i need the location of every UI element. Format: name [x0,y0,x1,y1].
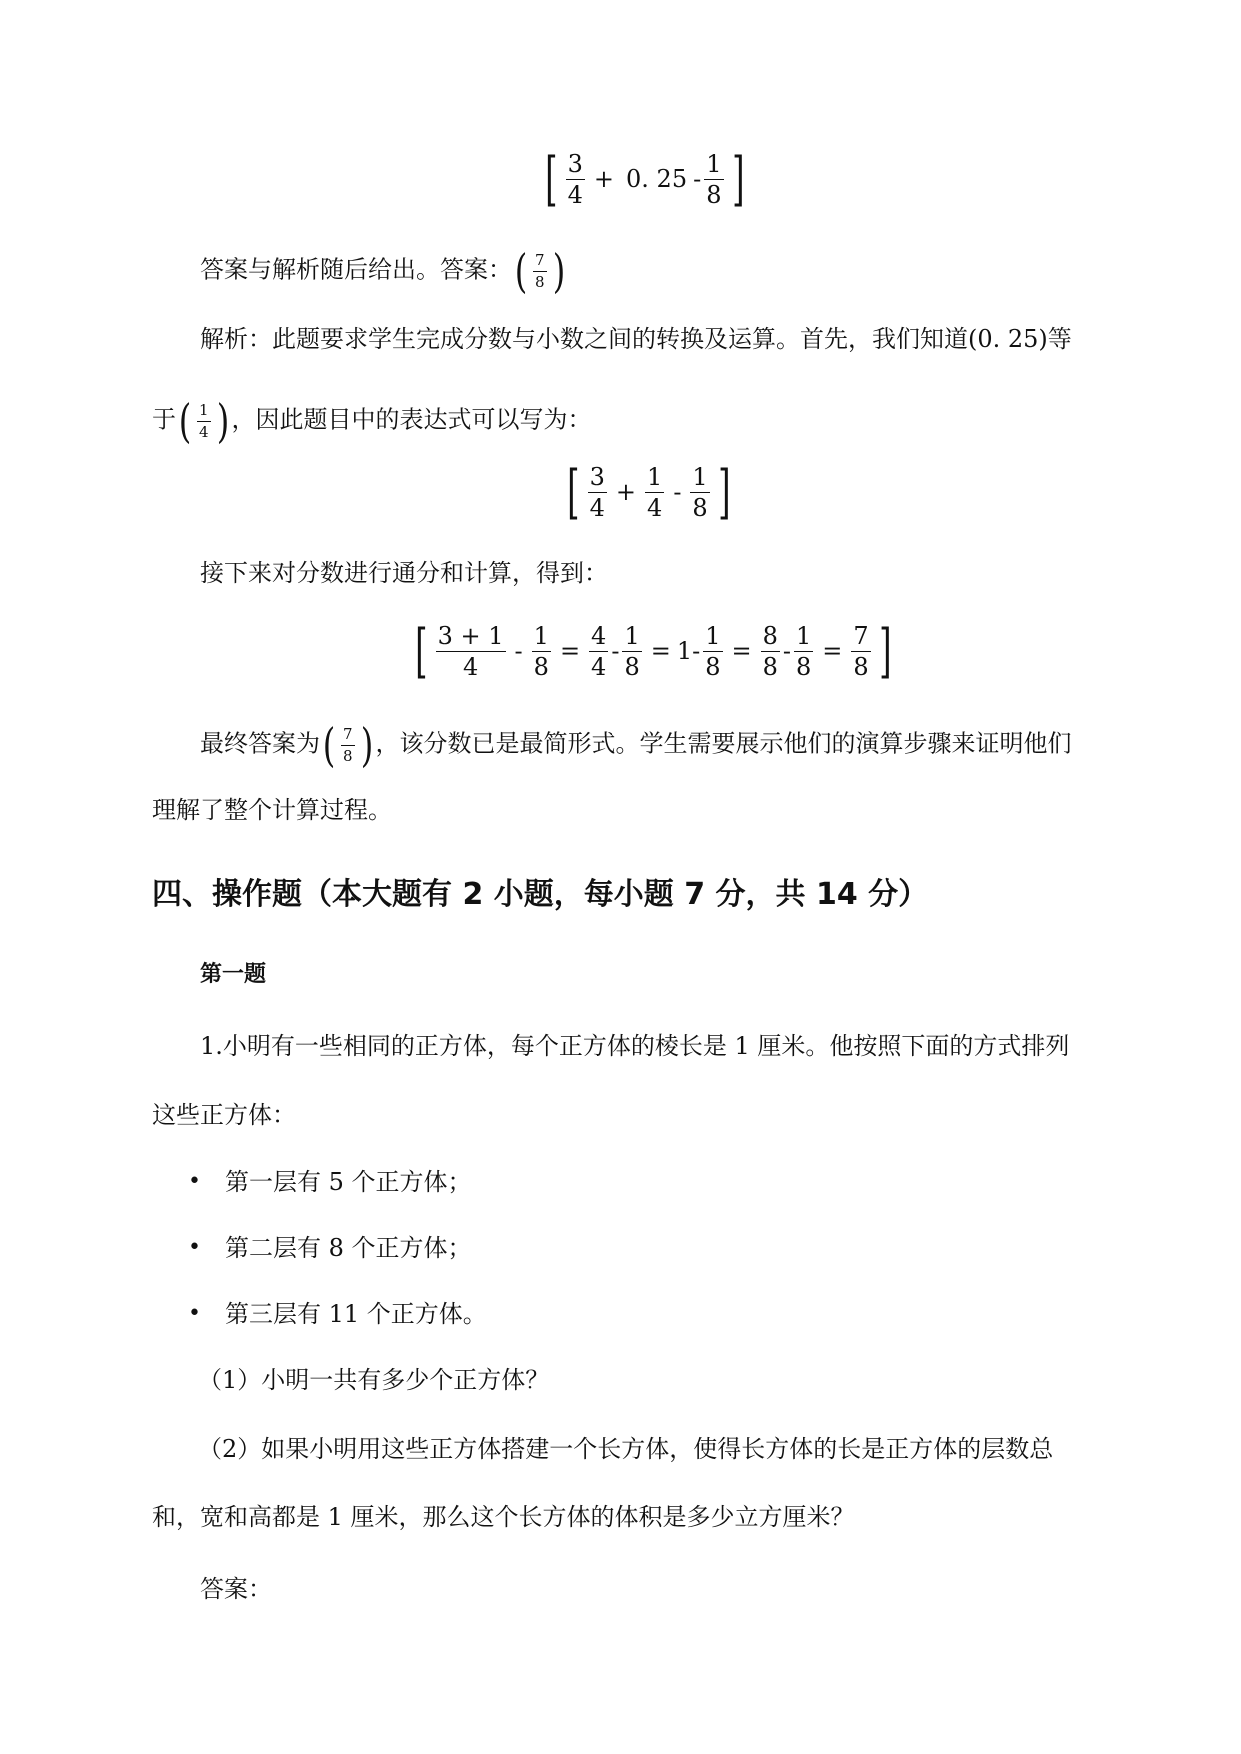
fraction [690,462,709,522]
fraction [704,149,723,209]
numerator: 1 [796,621,812,650]
list-item: 第二层有 8 个正方体； [225,1234,472,1262]
sub-question-2-line-1: （2）如果小明用这些正方体搭建一个长方体，使得长方体的长是正方体的层数总 [198,1435,1054,1463]
answer-line [200,244,567,298]
denominator: 8 [534,272,545,291]
expression-3 [410,617,896,685]
answer-label: 答案： [200,1575,272,1603]
numerator: 8 [762,621,778,650]
fraction [645,462,664,522]
numerator: 7 [853,621,869,650]
denominator: 8 [706,180,722,209]
fraction [588,462,607,522]
list-item: 第一层有 5 个正方体； [225,1168,472,1196]
left-bracket: [ [567,458,580,526]
analysis-text: 解析：此题要求学生完成分数与小数之间的转换及运算。首先，我们知道 [200,325,968,353]
whole-number: 1- [676,637,701,665]
left-bracket: [ [545,145,558,213]
operator: + [593,165,615,193]
list-item: 第三层有 11 个正方体。 [225,1300,487,1328]
denominator: 8 [796,652,812,681]
fraction [532,621,551,681]
denominator: 4 [436,651,506,679]
answer-fraction: ( $\frac{7}{8}$ ) [514,244,565,298]
analysis-text: ，因此题目中的表达式可以写为： [231,405,592,434]
final-text: ，该分数已是最简形式。学生需要展示他们的演算步骤来证明他们 [375,729,1072,758]
expression-1 [540,145,749,213]
denominator: 8 [342,746,353,765]
numerator: 7 [534,250,545,269]
numerator: 1 [706,149,722,178]
numerator: 3 [589,462,605,491]
right-bracket: ] [878,617,892,685]
denominator: 8 [762,652,778,681]
analysis-line-2 [152,394,592,448]
right-bracket: ] [717,458,731,526]
question-title: 第一题 [200,962,267,987]
answer-text: 答案与解析随后给出。答案： [200,255,512,284]
expression-2 [562,458,735,526]
bullet-icon: • [188,1301,201,1326]
final-line-2: 理解了整个计算过程。 [152,796,392,824]
numerator: 1 [533,621,549,650]
final-text: 最终答案为 [200,729,320,758]
analysis-line-1 [200,322,1072,356]
fraction [851,621,870,681]
operator: - [693,165,702,193]
denominator: 8 [692,493,708,522]
denominator: 8 [533,652,549,681]
analysis-text-tail: 等 [1047,325,1072,353]
denominator: 4 [591,652,607,681]
right-bracket: ] [731,145,745,213]
fraction [589,621,608,681]
numerator: 1 [692,462,708,491]
final-fraction: ( $\frac{7}{8}$ ) [322,718,373,772]
fraction [622,621,641,681]
fraction [794,621,813,681]
numerator: 1 [198,400,209,419]
denominator: 4 [647,493,663,522]
operator: = [731,637,752,665]
bullet-icon: • [188,1235,201,1260]
denominator: 4 [567,180,583,209]
numerator: 7 [342,724,353,743]
sub-question-1: （1）小明一共有多少个正方体？ [198,1366,550,1394]
question-line-1: 1.小明有一些相同的正方体，每个正方体的棱长是 1 厘米。他按照下面的方式排列 [200,1032,1070,1060]
quarter-fraction: ( $\frac{1}{4}$ ) [178,394,229,448]
fraction [566,149,585,209]
numerator: 3 + 1 [437,621,504,650]
operator: = [822,637,843,665]
numerator: 1 [705,621,721,650]
final-line-1 [200,718,1072,772]
operator: - [673,478,682,506]
sub-question-2-line-2: 和，宽和高都是 1 厘米，那么这个长方体的体积是多少立方厘米？ [152,1503,855,1531]
denominator: 8 [705,652,721,681]
numerator: 3 [567,149,583,178]
step-text: 接下来对分数进行通分和计算，得到： [200,559,608,587]
analysis-text: 于 [152,405,176,434]
operator: - [782,637,791,665]
fraction [703,621,722,681]
fraction [436,621,506,681]
numerator: 4 [591,621,607,650]
numerator: 1 [624,621,640,650]
operator: = [650,637,671,665]
decimal-value: (0. 25) [968,325,1048,353]
operator: + [615,478,637,506]
denominator: 8 [853,652,869,681]
question-line-2: 这些正方体： [152,1101,296,1129]
operator: = [559,637,581,665]
fraction [761,621,780,681]
denominator: 8 [624,652,640,681]
operator: - [514,637,523,665]
decimal-value: 0. 25 [626,165,688,193]
left-bracket: [ [415,617,428,685]
denominator: 4 [589,493,605,522]
numerator: 1 [647,462,663,491]
bullet-icon: • [188,1169,201,1194]
operator: - [611,637,620,665]
section-heading: 四、操作题（本大题有 2 小题，每小题 7 分，共 14 分） [152,877,929,912]
denominator: 4 [198,422,209,441]
